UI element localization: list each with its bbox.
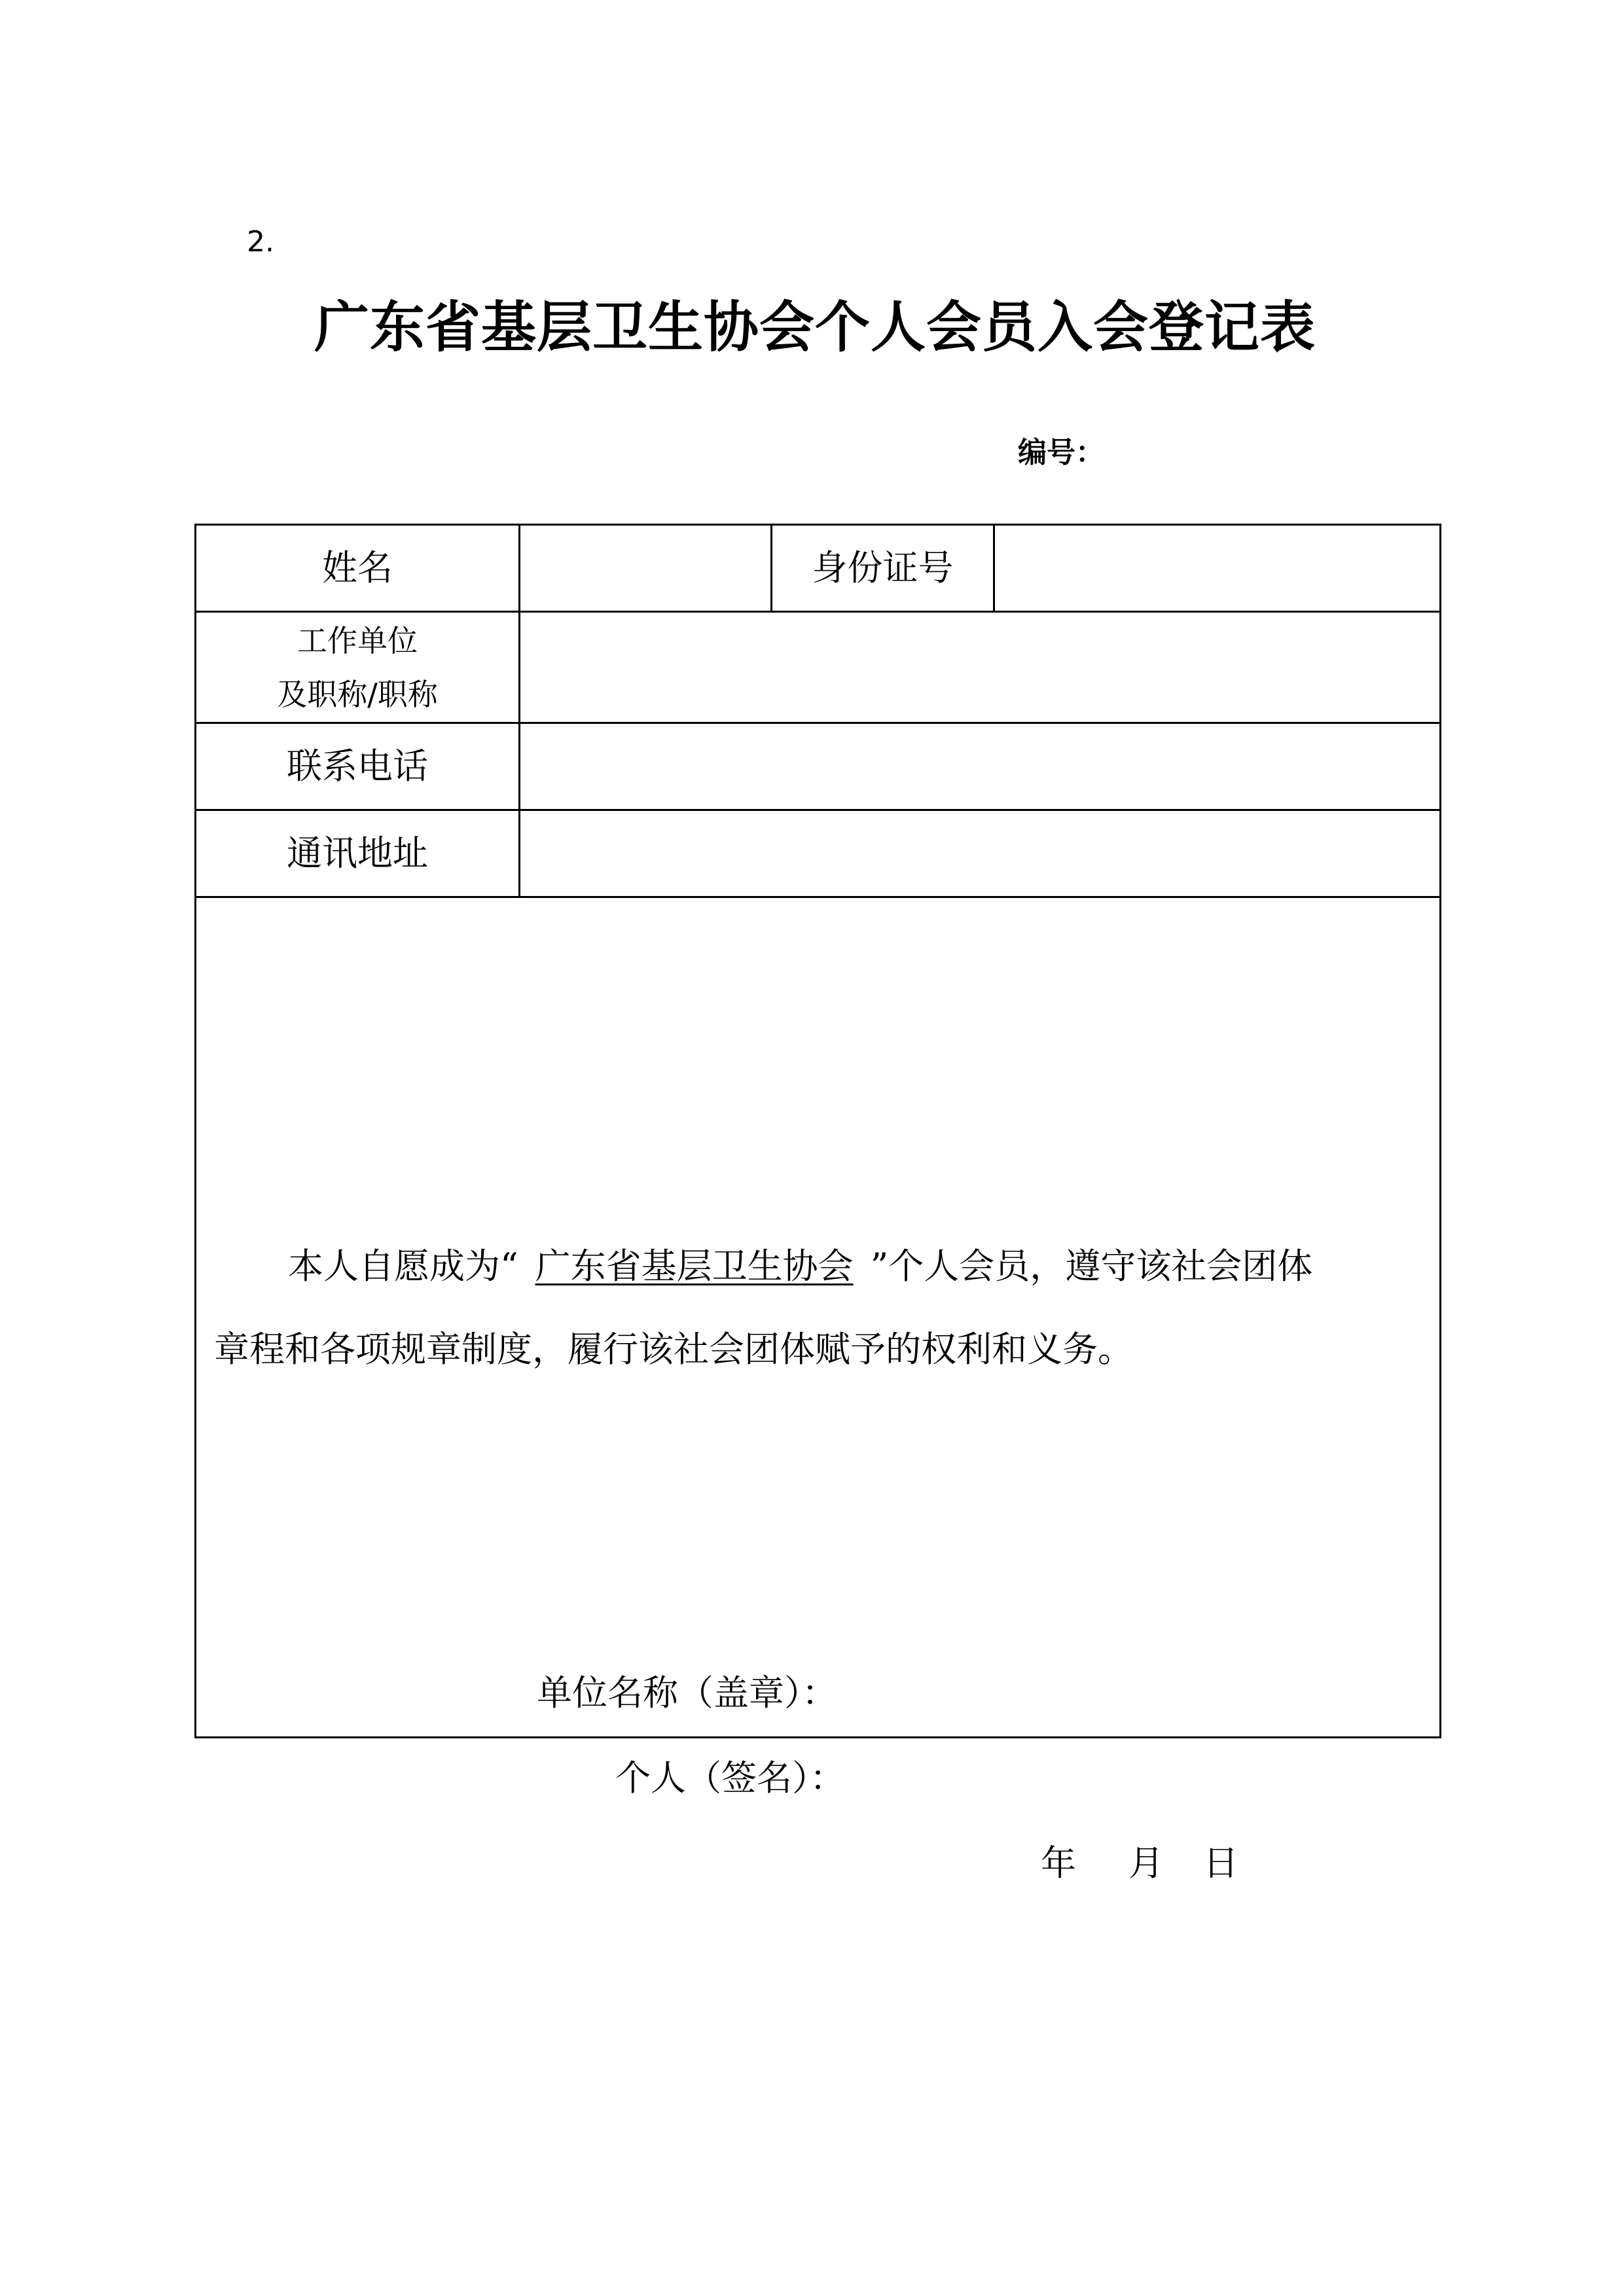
id-number-label: 身份证号 bbox=[772, 525, 994, 612]
row-declaration bbox=[196, 897, 1441, 1738]
address-label: 通讯地址 bbox=[196, 810, 520, 897]
declaration-cell bbox=[196, 897, 1441, 1884]
declaration-prefix: 本人自愿成为“ bbox=[288, 1246, 518, 1287]
personal-signature-label: 个人（签名）： bbox=[615, 1757, 845, 1799]
name-field[interactable] bbox=[520, 525, 772, 612]
work-unit-field[interactable] bbox=[520, 612, 1441, 723]
address-field[interactable] bbox=[520, 810, 1441, 897]
registration-form-table bbox=[194, 524, 1441, 1884]
declaration-content bbox=[196, 898, 1439, 1884]
declaration-line-2: 章程和各项规章制度，履行该社会团体赋予的权利和义务。 bbox=[214, 1329, 1133, 1370]
year-label: 年 bbox=[1041, 1842, 1076, 1884]
organization-name: 广东省基层卫生协会 bbox=[535, 1246, 854, 1287]
phone-field[interactable] bbox=[520, 723, 1441, 810]
declaration-suffix: ”个人会员，遵守该社会团体 bbox=[870, 1246, 1313, 1287]
document-title: 广东省基层卫生协会个人会员入会登记表 bbox=[314, 295, 1316, 359]
date-line bbox=[1041, 1840, 1238, 1886]
name-label: 姓名 bbox=[196, 525, 520, 612]
phone-label: 联系电话 bbox=[196, 723, 520, 810]
row-name-id bbox=[196, 525, 1441, 612]
page-number: 2. bbox=[247, 225, 274, 259]
serial-number-label: 编号： bbox=[1018, 436, 1104, 469]
id-number-field[interactable] bbox=[994, 525, 1441, 612]
work-unit-label-line1: 工作单位 bbox=[297, 622, 418, 658]
work-unit-label-line2: 及职称/职称 bbox=[277, 676, 438, 712]
day-label: 日 bbox=[1203, 1842, 1238, 1884]
month-label: 月 bbox=[1128, 1842, 1164, 1884]
row-address bbox=[196, 810, 1441, 897]
unit-seal-label: 单位名称（盖章）： bbox=[537, 1672, 837, 1713]
work-unit-label bbox=[196, 612, 520, 723]
row-phone bbox=[196, 723, 1441, 810]
row-work-unit bbox=[196, 612, 1441, 723]
declaration-line-1 bbox=[288, 1244, 1312, 1289]
